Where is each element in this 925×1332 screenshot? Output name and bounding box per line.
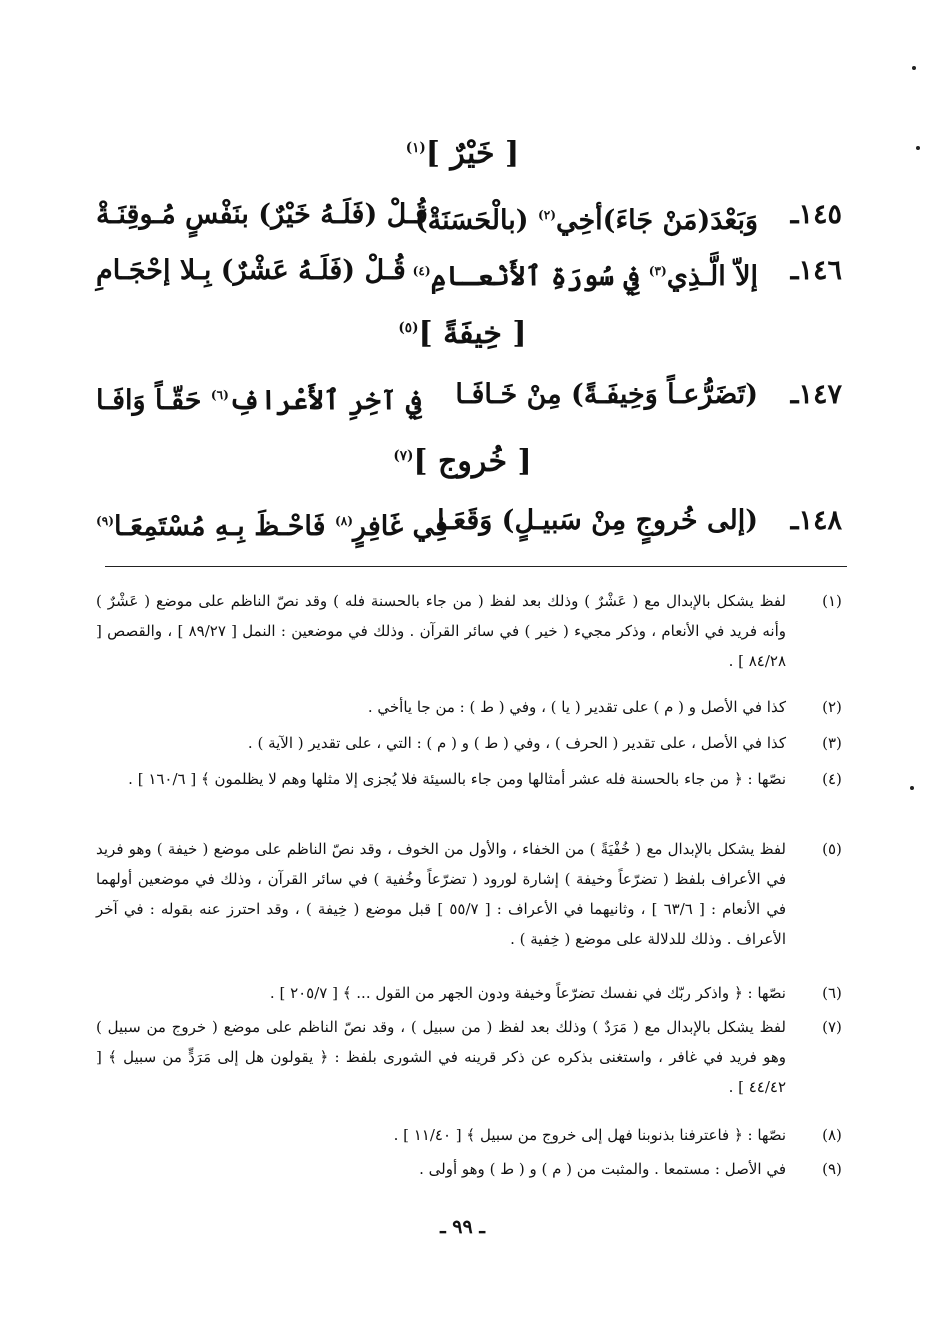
footnote-ref: (٩) bbox=[96, 514, 115, 528]
hemistich-text-end: فِي سُورَةِ ٱلأَنْعـامِ bbox=[430, 261, 649, 292]
footnote-6 bbox=[96, 978, 846, 1008]
footnote-text: نصّها : ﴿ واذكر ربّك في نفسك تضرّعاً وخيفة ودون الجهر من القول ... ﴾ [ ٢٠٥/٧ ] . bbox=[269, 984, 786, 1002]
verse-number: ١٤٦ـ bbox=[790, 255, 842, 286]
verse-second-hemistich bbox=[96, 496, 448, 552]
verse-first-hemistich: (تَضَرُّعـاً وَخِيفَـةً) مِنْ خَـافَـا bbox=[455, 379, 758, 410]
verse-146 bbox=[96, 246, 842, 296]
footnote-text: كذا في الأصل و ( م ) على تقدير ( يا ) ، وفي ( ط ) : من جا ياأخي . bbox=[367, 698, 786, 716]
footnote-ref: (١) bbox=[405, 140, 426, 156]
hemistich-text: فِي غَافِرٍ bbox=[353, 511, 448, 542]
footnote-7 bbox=[96, 1012, 846, 1102]
footnote-5 bbox=[96, 834, 846, 954]
verse-number: ١٤٨ـ bbox=[790, 505, 842, 536]
footnote-3 bbox=[96, 728, 846, 758]
footnote-ref: (٦) bbox=[210, 388, 229, 402]
verse-second-hemistich: قُـلْ (فَلَـهُ عَشْرٌ) بِـلا إحْجَـامِ bbox=[96, 255, 406, 286]
verse-second-hemistich: قُـلْ (فَلَـهُ خَيْرٌ) بنَفْسٍ مُـوقِنَـةْ bbox=[96, 199, 428, 230]
footnote-9 bbox=[96, 1154, 846, 1184]
verse-number: ١٤٥ـ bbox=[790, 199, 842, 230]
verse-147 bbox=[96, 370, 842, 420]
footnote-number: (٢) bbox=[822, 698, 842, 716]
footnote-ref: (٥) bbox=[398, 320, 419, 336]
verse-second-hemistich bbox=[96, 370, 422, 426]
footnote-text: نصّها : ﴿ فاعترفنا بذنوبنا فهل إلى خروج من سبيل ﴾ [ ١١/٤٠ ] . bbox=[393, 1126, 786, 1144]
heading-text: [ خِيفَةً ] bbox=[418, 316, 527, 351]
footnote-text: في الأصل : مستمعا . والمثبت من ( م ) و ( ط ) وهو أولى . bbox=[419, 1160, 786, 1178]
footnote-ref: (٣) bbox=[648, 264, 667, 278]
section-heading-khuruj bbox=[0, 436, 925, 482]
footnote-text: نصّها : ﴿ من جاء بالحسنة فله عشر أمثالها ومن جاء بالسيئة فلا يُجزى إلا مثلها وهم لا يظلمون ﴾ [ ١٦٠/٦ ] . bbox=[128, 770, 786, 788]
footnote-text: كذا في الأصل ، على تقدير ( الحرف ) ، وفي ( ط ) و ( م ) : التي ، على تقدير ( الآية ) . bbox=[247, 734, 786, 752]
verse-145 bbox=[96, 190, 842, 240]
footnote-separator bbox=[105, 566, 847, 567]
footnote-ref: (٧) bbox=[393, 448, 414, 464]
footnote-ref: (٨) bbox=[334, 514, 353, 528]
footnote-text: لفظ يشكل بالإبدال مع ( خُفْيَةً ) من الخفاء ، والأول من الخوف ، وقد نصّ الناظم على موضع ( خيفة ) وهو فريد في الأعراف بلفظ ( تضرّعاً وخيفة ) إشارة لورود ( تضرّعاً وخُفية ) في سائر القرآن ، وذلك في موضعين أولهما في الأنعام : [ ٦٣/٦ ] ، وثانيهما في الأعراف : [ ٥٥/٧ ] قبل موضع ( خِيفة ) ، وقد احترز عنه بقوله : في آخر الأعراف . وذلك للدلالة على موضع ( خِفية ) . bbox=[96, 840, 786, 948]
hemistich-text: وَبَعْدَ(مَنْ جَاءَ)أخِي bbox=[555, 205, 758, 236]
scan-speck bbox=[916, 146, 920, 150]
verse-number: ١٤٧ـ bbox=[790, 379, 842, 410]
verse-148 bbox=[96, 496, 842, 546]
hemistich-text: فِي آخِرِ ٱلأَعْرافِ bbox=[228, 385, 422, 416]
footnote-8 bbox=[96, 1120, 846, 1150]
scan-speck bbox=[912, 66, 916, 70]
footnote-4 bbox=[96, 764, 846, 794]
page-number: ـ ٩٩ ـ bbox=[440, 1216, 485, 1238]
footnote-number: (٧) bbox=[822, 1018, 842, 1036]
footnote-number: (٩) bbox=[822, 1160, 842, 1178]
footnote-ref: (٤) bbox=[412, 264, 431, 278]
footnote-ref: (٢) bbox=[537, 208, 556, 222]
footnote-1 bbox=[96, 586, 846, 676]
footnote-number: (٨) bbox=[822, 1126, 842, 1144]
footnote-number: (٤) bbox=[822, 770, 842, 788]
hemistich-text-end: حَقّـاً وَافَـا bbox=[96, 385, 211, 416]
footnote-text: لفظ يشكل بالإبدال مع ( عَشْرٌ ) وذلك بعد لفظ ( من جاء بالحسنة فله ) وقد نصّ الناظم على موضع ( عَشْرٌ ) وأنه فريد في الأنعام ، وذكر مجيء ( خير ) في سائر القرآن . وذلك في موضعين : النمل [ ٨٩/٢٧ ] ، والقصص [ ٨٤/٢٨ ] . bbox=[96, 592, 786, 670]
footnote-number: (٦) bbox=[822, 984, 842, 1002]
hemistich-text-end: فَاحْـظَ بِـهِ مُسْتَمِعَـا bbox=[114, 511, 335, 542]
section-heading-khayr bbox=[0, 128, 925, 174]
footnote-number: (٣) bbox=[822, 734, 842, 752]
hemistich-text-end: (بالْحَسَنَةْ) bbox=[414, 205, 538, 236]
section-heading-khifa bbox=[0, 308, 925, 354]
scan-speck bbox=[910, 786, 914, 790]
footnote-number: (١) bbox=[822, 592, 842, 610]
footnote-2 bbox=[96, 692, 846, 722]
verse-first-hemistich bbox=[415, 190, 758, 246]
footnote-number: (٥) bbox=[822, 840, 842, 858]
footnote-text: لفظ يشكل بالإبدال مع ( مَرَدٌ ) وذلك بعد لفظ ( من سبيل ) ، وقد نصّ الناظم على موضع ( خروج من سبيل ) وهو فريد في غافر ، واستغنى بذكره عن ذكر قرينه في الشورى بلفظ : ﴿ يقولون هل إلى مَرَدٍّ من سبيل ﴾ [ ٤٤/٤٢ ] . bbox=[96, 1018, 786, 1096]
heading-text: [ خَيْرٌ ] bbox=[425, 136, 520, 171]
verse-first-hemistich: (إلى خُروجٍ مِنْ سَبيـلٍ) وَقَعَـا bbox=[437, 505, 758, 536]
verse-first-hemistich bbox=[413, 246, 758, 302]
hemistich-text: إلاّ الَّـذِي bbox=[666, 261, 758, 292]
heading-text: [ خُروج ] bbox=[413, 444, 532, 479]
